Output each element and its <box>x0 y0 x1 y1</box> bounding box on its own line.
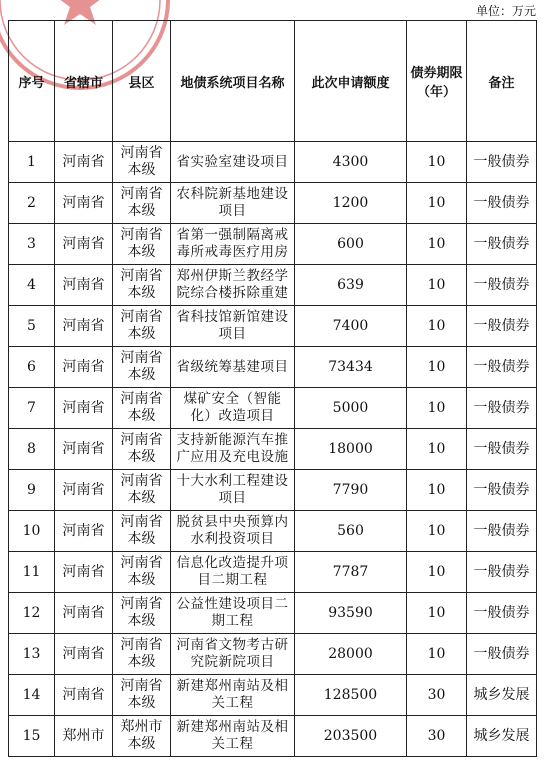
cell-remark: 城乡发展 <box>467 716 537 757</box>
table-row <box>9 347 537 388</box>
cell-county: 河南省本级 <box>113 388 171 429</box>
cell-county: 河南省本级 <box>113 552 171 593</box>
cell-remark: 一般债券 <box>467 265 537 306</box>
table-row <box>9 265 537 306</box>
cell-project: 煤矿安全（智能化）改造项目 <box>171 388 295 429</box>
cell-project: 公益性建设项目二期工程 <box>171 593 295 634</box>
table-row <box>9 429 537 470</box>
cell-project: 支持新能源汽车推广应用及充电设施 <box>171 429 295 470</box>
cell-seq: 7 <box>9 388 55 429</box>
cell-county: 河南省本级 <box>113 224 171 265</box>
header-seq: 序号 <box>9 21 55 142</box>
cell-seq: 11 <box>9 552 55 593</box>
cell-term: 30 <box>407 716 467 757</box>
cell-project: 郑州伊斯兰教经学院综合楼拆除重建 <box>171 265 295 306</box>
cell-project: 十大水利工程建设项目 <box>171 470 295 511</box>
table-row <box>9 388 537 429</box>
cell-city: 河南省 <box>55 347 113 388</box>
table-row <box>9 306 537 347</box>
table-row <box>9 716 537 757</box>
cell-amount: 5000 <box>295 388 407 429</box>
cell-term: 10 <box>407 429 467 470</box>
cell-term: 10 <box>407 388 467 429</box>
cell-county: 河南省本级 <box>113 306 171 347</box>
header-term: 债券期限（年） <box>407 21 467 142</box>
cell-term: 10 <box>407 347 467 388</box>
cell-remark: 一般债券 <box>467 593 537 634</box>
cell-county: 河南省本级 <box>113 142 171 183</box>
cell-county: 河南省本级 <box>113 470 171 511</box>
cell-project: 省级统筹基建项目 <box>171 347 295 388</box>
cell-county: 河南省本级 <box>113 265 171 306</box>
cell-amount: 639 <box>295 265 407 306</box>
table-header-row <box>9 21 537 142</box>
header-county: 县区 <box>113 21 171 142</box>
cell-city: 河南省 <box>55 429 113 470</box>
table-row <box>9 593 537 634</box>
cell-city: 河南省 <box>55 593 113 634</box>
cell-project: 信息化改造提升项目二期工程 <box>171 552 295 593</box>
cell-remark: 一般债券 <box>467 224 537 265</box>
cell-city: 郑州市 <box>55 716 113 757</box>
table-row <box>9 142 537 183</box>
cell-seq: 3 <box>9 224 55 265</box>
cell-remark: 城乡发展 <box>467 675 537 716</box>
cell-term: 10 <box>407 634 467 675</box>
cell-project: 新建郑州南站及相关工程 <box>171 675 295 716</box>
cell-remark: 一般债券 <box>467 470 537 511</box>
cell-remark: 一般债券 <box>467 142 537 183</box>
cell-seq: 10 <box>9 511 55 552</box>
cell-city: 河南省 <box>55 511 113 552</box>
cell-remark: 一般债券 <box>467 306 537 347</box>
table-row <box>9 224 537 265</box>
cell-seq: 9 <box>9 470 55 511</box>
cell-county: 河南省本级 <box>113 593 171 634</box>
cell-term: 10 <box>407 306 467 347</box>
header-remark: 备注 <box>467 21 537 142</box>
cell-county: 郑州市本级 <box>113 716 171 757</box>
table-row <box>9 511 537 552</box>
cell-term: 10 <box>407 511 467 552</box>
cell-project: 省实验室建设项目 <box>171 142 295 183</box>
cell-amount: 7787 <box>295 552 407 593</box>
cell-county: 河南省本级 <box>113 183 171 224</box>
cell-seq: 1 <box>9 142 55 183</box>
cell-seq: 6 <box>9 347 55 388</box>
cell-amount: 28000 <box>295 634 407 675</box>
cell-remark: 一般债券 <box>467 347 537 388</box>
cell-city: 河南省 <box>55 388 113 429</box>
cell-term: 10 <box>407 593 467 634</box>
cell-county: 河南省本级 <box>113 429 171 470</box>
cell-amount: 93590 <box>295 593 407 634</box>
cell-seq: 5 <box>9 306 55 347</box>
cell-city: 河南省 <box>55 675 113 716</box>
cell-remark: 一般债券 <box>467 388 537 429</box>
cell-city: 河南省 <box>55 552 113 593</box>
cell-seq: 8 <box>9 429 55 470</box>
cell-amount: 128500 <box>295 675 407 716</box>
cell-county: 河南省本级 <box>113 675 171 716</box>
cell-amount: 7400 <box>295 306 407 347</box>
cell-remark: 一般债券 <box>467 183 537 224</box>
cell-city: 河南省 <box>55 306 113 347</box>
cell-term: 30 <box>407 675 467 716</box>
cell-term: 10 <box>407 224 467 265</box>
cell-amount: 4300 <box>295 142 407 183</box>
cell-amount: 560 <box>295 511 407 552</box>
cell-seq: 14 <box>9 675 55 716</box>
cell-seq: 15 <box>9 716 55 757</box>
cell-seq: 12 <box>9 593 55 634</box>
cell-seq: 2 <box>9 183 55 224</box>
cell-city: 河南省 <box>55 470 113 511</box>
cell-county: 河南省本级 <box>113 634 171 675</box>
table-row <box>9 183 537 224</box>
cell-city: 河南省 <box>55 183 113 224</box>
cell-project: 省第一强制隔离戒毒所戒毒医疗用房 <box>171 224 295 265</box>
header-project: 地债系统项目名称 <box>171 21 295 142</box>
cell-term: 10 <box>407 470 467 511</box>
header-city: 省辖市 <box>55 21 113 142</box>
cell-project: 河南省文物考古研究院新院项目 <box>171 634 295 675</box>
cell-term: 10 <box>407 265 467 306</box>
cell-city: 河南省 <box>55 224 113 265</box>
cell-seq: 13 <box>9 634 55 675</box>
cell-amount: 600 <box>295 224 407 265</box>
cell-term: 10 <box>407 183 467 224</box>
unit-label: 单位：万元 <box>475 4 536 18</box>
table-row <box>9 470 537 511</box>
header-amount: 此次申请额度 <box>295 21 407 142</box>
cell-seq: 4 <box>9 265 55 306</box>
cell-amount: 18000 <box>295 429 407 470</box>
cell-term: 10 <box>407 552 467 593</box>
cell-county: 河南省本级 <box>113 347 171 388</box>
cell-term: 10 <box>407 142 467 183</box>
cell-project: 脱贫县中央预算内水利投资项目 <box>171 511 295 552</box>
cell-city: 河南省 <box>55 142 113 183</box>
cell-remark: 一般债券 <box>467 552 537 593</box>
bond-projects-table <box>8 20 537 757</box>
cell-project: 农科院新基地建设项目 <box>171 183 295 224</box>
cell-amount: 7790 <box>295 470 407 511</box>
cell-city: 河南省 <box>55 265 113 306</box>
cell-project: 省科技馆新馆建设项目 <box>171 306 295 347</box>
cell-project: 新建郑州南站及相关工程 <box>171 716 295 757</box>
cell-amount: 73434 <box>295 347 407 388</box>
cell-city: 河南省 <box>55 634 113 675</box>
cell-remark: 一般债券 <box>467 511 537 552</box>
cell-amount: 1200 <box>295 183 407 224</box>
cell-remark: 一般债券 <box>467 634 537 675</box>
cell-county: 河南省本级 <box>113 511 171 552</box>
cell-remark: 一般债券 <box>467 429 537 470</box>
table-row <box>9 675 537 716</box>
table-row <box>9 552 537 593</box>
table-row <box>9 634 537 675</box>
cell-amount: 203500 <box>295 716 407 757</box>
